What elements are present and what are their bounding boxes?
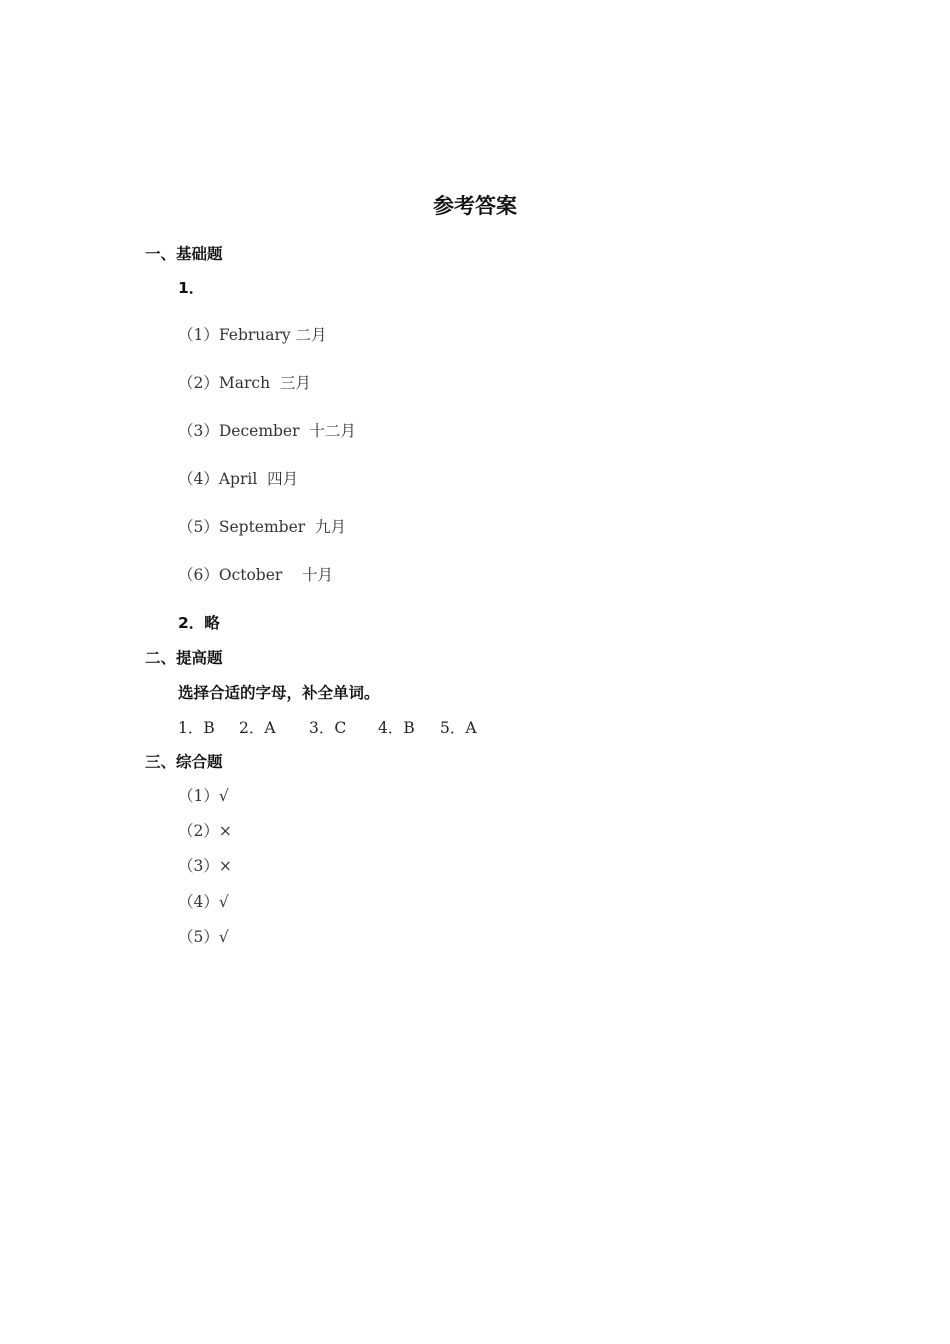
answer-5: 5．A [440, 719, 477, 737]
s3-item-5: （5）√ [178, 928, 229, 946]
q1-item-2: （2）March 三月 [178, 374, 311, 392]
section-1-heading: 一、基础题 [145, 245, 223, 263]
s3-item-1: （1）√ [178, 787, 229, 805]
answer-1: 1．B [178, 719, 215, 737]
answer-3: 3．C [309, 719, 347, 737]
answer-2: 2．A [239, 719, 276, 737]
q1-item-1: （1）February 二月 [178, 326, 327, 344]
s3-item-4: （4）√ [178, 893, 229, 911]
answer-4: 4．B [378, 719, 415, 737]
q1-item-4: （4）April 四月 [178, 470, 299, 488]
s3-item-2: （2）× [178, 822, 232, 840]
q1-item-3: （3）December 十二月 [178, 422, 356, 440]
question-1-label: 1． [178, 279, 205, 297]
q1-item-6: （6）October 十月 [178, 566, 334, 584]
q1-item-5: （5）September 九月 [178, 518, 347, 536]
s3-item-3: （3）× [178, 857, 232, 875]
section-2-instruction: 选择合适的字母，补全单词。 [178, 684, 380, 702]
question-2-answer: 2．略 [178, 614, 220, 632]
section-2-heading: 二、提高题 [145, 649, 223, 667]
page-title: 参考答案 [433, 194, 517, 218]
section-3-heading: 三、综合题 [145, 753, 223, 771]
